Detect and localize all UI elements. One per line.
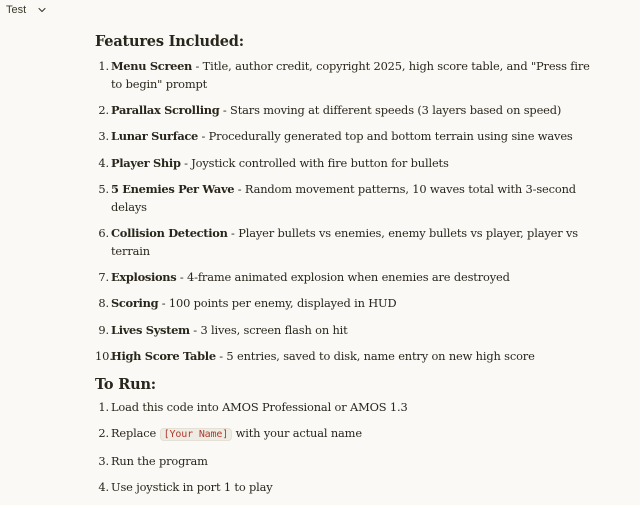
feature-text (111, 347, 595, 365)
feature-term: Collision Detection (111, 225, 228, 240)
feature-item-4 (95, 154, 595, 172)
list-number: 6. (98, 225, 109, 240)
feature-item-10 (95, 347, 595, 365)
feature-text (111, 180, 595, 216)
feature-term: Lunar Surface (111, 129, 198, 144)
feature-term: Lives System (111, 322, 190, 337)
step-text (111, 424, 595, 444)
project-name: Test (6, 4, 27, 16)
feature-item-7 (95, 268, 595, 286)
feature-text (111, 127, 595, 145)
feature-term: Parallax Scrolling (111, 103, 220, 118)
feature-text (111, 268, 595, 286)
feature-item-9 (95, 321, 595, 339)
step-text-after: with your actual name (232, 426, 362, 441)
feature-item-3 (95, 127, 595, 145)
list-number: 8. (98, 296, 109, 311)
list-number: 7. (98, 270, 109, 285)
list-number: 4. (98, 155, 109, 170)
feature-item-2 (95, 101, 595, 119)
feature-text (111, 321, 595, 339)
list-number: 1. (98, 399, 109, 414)
message-content (95, 30, 595, 505)
feature-term: Menu Screen (111, 59, 193, 73)
feature-term: 5 Enemies Per Wave (111, 181, 235, 196)
project-selector[interactable] (6, 2, 47, 18)
list-number: 9. (98, 322, 109, 337)
feature-description: - Joystick controlled with fire button for bullets (180, 155, 449, 170)
step-item-3 (95, 452, 595, 470)
list-number: 1. (98, 59, 109, 73)
feature-description: - 100 points per enemy, displayed in HUD (158, 296, 397, 311)
feature-item-5 (95, 180, 595, 216)
inline-code: [Your Name] (160, 428, 233, 441)
feature-term: High Score Table (111, 348, 216, 363)
list-number: 2. (98, 103, 109, 118)
to-run-heading: To Run: (95, 375, 156, 393)
list-number: 3. (98, 129, 109, 144)
feature-description: - Stars moving at different speeds (3 layers based on speed) (219, 103, 562, 118)
feature-text (111, 224, 595, 260)
feature-description: - Title, author credit, copyright 2025, high score table, and "Press fire to begin" prompt (111, 59, 590, 91)
list-number: 4. (98, 480, 109, 495)
feature-term: Scoring (111, 296, 159, 311)
feature-description: - Random movement patterns, 10 waves total with 3-second delays (111, 181, 576, 214)
step-text-before: Replace (111, 426, 160, 441)
step-text: Load this code into AMOS Professional or AMOS 1.3 (111, 399, 408, 414)
step-text: Use joystick in port 1 to play (111, 480, 273, 495)
step-text: Run the program (111, 454, 208, 469)
step-item-2 (95, 424, 595, 444)
step-item-1 (95, 398, 595, 416)
feature-text (111, 294, 595, 312)
feature-description: - Player bullets vs enemies, enemy bullets vs player, player vs terrain (111, 225, 578, 258)
list-number: 10. (95, 348, 113, 363)
feature-description: - 3 lives, screen flash on hit (189, 322, 348, 337)
top-bar (0, 0, 640, 20)
feature-item-8 (95, 294, 595, 312)
list-number: 3. (98, 454, 109, 469)
step-item-4 (95, 478, 595, 496)
list-number: 2. (98, 426, 109, 441)
feature-text (111, 154, 595, 172)
feature-text (111, 57, 595, 93)
list-number: 5. (98, 181, 109, 196)
features-heading: Features Included: (95, 33, 244, 50)
feature-description: - 5 entries, saved to disk, name entry on new high score (215, 348, 535, 363)
feature-term: Player Ship (111, 155, 181, 170)
steps-list (95, 398, 595, 497)
feature-item-1 (95, 57, 595, 93)
feature-term: Explosions (111, 270, 177, 285)
feature-description: - 4-frame animated explosion when enemies are destroyed (176, 270, 510, 285)
features-list (95, 57, 595, 365)
feature-text (111, 101, 595, 119)
chevron-down-icon (37, 5, 47, 15)
feature-description: - Procedurally generated top and bottom terrain using sine waves (198, 129, 573, 144)
feature-item-6 (95, 224, 595, 260)
